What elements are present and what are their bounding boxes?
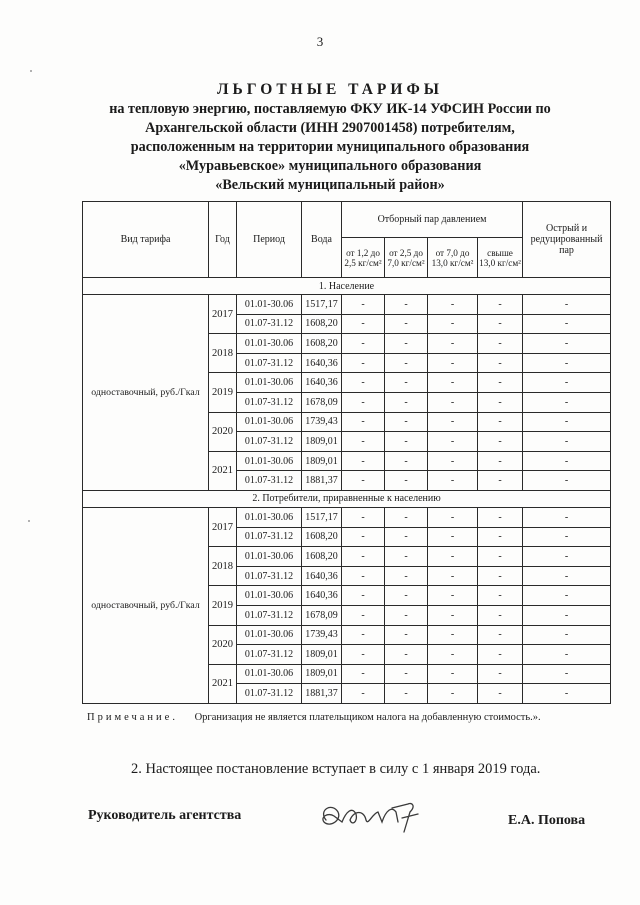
empty-dash-cell: - (385, 527, 428, 547)
period-cell: 01.01-30.06 (237, 334, 302, 354)
empty-dash-cell: - (385, 314, 428, 334)
empty-dash-cell: - (385, 471, 428, 491)
year-cell: 2019 (209, 586, 237, 625)
decree-clause: 2. Настоящее постановление вступает в силу с 1 января 2019 года. (131, 761, 541, 777)
title-line-5: «Вельский муниципальный район» (215, 177, 445, 193)
empty-dash-cell: - (523, 451, 611, 471)
empty-dash-cell: - (478, 507, 523, 527)
year-cell: 2018 (209, 334, 237, 373)
empty-dash-cell: - (478, 547, 523, 567)
empty-dash-cell: - (523, 605, 611, 625)
empty-dash-cell: - (478, 392, 523, 412)
empty-dash-cell: - (385, 451, 428, 471)
empty-dash-cell: - (478, 471, 523, 491)
empty-dash-cell: - (478, 295, 523, 315)
empty-dash-cell: - (523, 586, 611, 606)
empty-dash-cell: - (523, 353, 611, 373)
empty-dash-cell: - (342, 392, 385, 412)
tariff-table (82, 201, 611, 704)
empty-dash-cell: - (428, 664, 478, 684)
empty-dash-cell: - (478, 645, 523, 665)
empty-dash-cell: - (428, 527, 478, 547)
empty-dash-cell: - (523, 432, 611, 452)
empty-dash-cell: - (523, 295, 611, 315)
empty-dash-cell: - (385, 295, 428, 315)
period-cell: 01.07-31.12 (237, 432, 302, 452)
header-steam: Отборный пар давлением (342, 202, 523, 238)
empty-dash-cell: - (428, 451, 478, 471)
note (87, 712, 541, 723)
empty-dash-cell: - (385, 334, 428, 354)
water-value-cell: 1517,17 (302, 295, 342, 315)
empty-dash-cell: - (478, 586, 523, 606)
header-steam-3: от 7,0 до 13,0 кг/см² (428, 238, 478, 278)
empty-dash-cell: - (523, 392, 611, 412)
page-number: 3 (316, 34, 324, 49)
title-line-1: на тепловую энергию, поставляемую ФКУ ИК-14 УФСИН России по (109, 101, 551, 117)
empty-dash-cell: - (428, 471, 478, 491)
empty-dash-cell: - (385, 605, 428, 625)
scan-speck (28, 520, 30, 522)
empty-dash-cell: - (523, 314, 611, 334)
empty-dash-cell: - (428, 684, 478, 704)
empty-dash-cell: - (428, 412, 478, 432)
year-cell: 2017 (209, 295, 237, 334)
period-cell: 01.01-30.06 (237, 373, 302, 393)
table-row (83, 507, 611, 527)
period-cell: 01.07-31.12 (237, 471, 302, 491)
header-steam-2: от 2,5 до 7,0 кг/см² (385, 238, 428, 278)
water-value-cell: 1608,20 (302, 527, 342, 547)
signature-name: Е.А. Попова (508, 813, 586, 828)
empty-dash-cell: - (342, 625, 385, 645)
empty-dash-cell: - (342, 412, 385, 432)
empty-dash-cell: - (428, 314, 478, 334)
empty-dash-cell: - (342, 432, 385, 452)
empty-dash-cell: - (523, 625, 611, 645)
empty-dash-cell: - (428, 507, 478, 527)
period-cell: 01.01-30.06 (237, 625, 302, 645)
header-steam-4: свыше 13,0 кг/см² (478, 238, 523, 278)
empty-dash-cell: - (342, 451, 385, 471)
empty-dash-cell: - (478, 625, 523, 645)
empty-dash-cell: - (478, 684, 523, 704)
note-label: Примечание. (87, 712, 178, 723)
period-cell: 01.01-30.06 (237, 586, 302, 606)
empty-dash-cell: - (478, 451, 523, 471)
empty-dash-cell: - (523, 334, 611, 354)
header-year: Год (209, 202, 237, 278)
water-value-cell: 1608,20 (302, 314, 342, 334)
empty-dash-cell: - (385, 353, 428, 373)
empty-dash-cell: - (478, 664, 523, 684)
period-cell: 01.01-30.06 (237, 547, 302, 567)
water-value-cell: 1881,37 (302, 684, 342, 704)
water-value-cell: 1608,20 (302, 547, 342, 567)
empty-dash-cell: - (385, 547, 428, 567)
header-steam-1: от 1,2 до 2,5 кг/см² (342, 238, 385, 278)
water-value-cell: 1881,37 (302, 471, 342, 491)
empty-dash-cell: - (342, 664, 385, 684)
header-period: Период (237, 202, 302, 278)
period-cell: 01.01-30.06 (237, 295, 302, 315)
empty-dash-cell: - (385, 373, 428, 393)
water-value-cell: 1739,43 (302, 625, 342, 645)
empty-dash-cell: - (523, 645, 611, 665)
empty-dash-cell: - (523, 412, 611, 432)
title-main: ЛЬГОТНЫЕ ТАРИФЫ (217, 81, 443, 98)
empty-dash-cell: - (478, 314, 523, 334)
section-title: 2. Потребители, приравненные к населению (83, 490, 611, 507)
empty-dash-cell: - (342, 684, 385, 704)
header-sharp-steam: Острый и редуцированный пар (523, 202, 611, 278)
table-row (83, 295, 611, 315)
document-title (100, 80, 560, 195)
year-cell: 2020 (209, 412, 237, 451)
empty-dash-cell: - (385, 684, 428, 704)
year-cell: 2018 (209, 547, 237, 586)
empty-dash-cell: - (342, 547, 385, 567)
empty-dash-cell: - (342, 334, 385, 354)
empty-dash-cell: - (428, 605, 478, 625)
water-value-cell: 1678,09 (302, 605, 342, 625)
empty-dash-cell: - (428, 547, 478, 567)
empty-dash-cell: - (428, 373, 478, 393)
empty-dash-cell: - (342, 605, 385, 625)
empty-dash-cell: - (478, 334, 523, 354)
section-row (83, 490, 611, 507)
signature-title: Руководитель агентства (88, 808, 242, 823)
period-cell: 01.07-31.12 (237, 645, 302, 665)
empty-dash-cell: - (385, 566, 428, 586)
empty-dash-cell: - (342, 527, 385, 547)
water-value-cell: 1517,17 (302, 507, 342, 527)
period-cell: 01.07-31.12 (237, 605, 302, 625)
empty-dash-cell: - (428, 353, 478, 373)
handwritten-signature-icon (312, 792, 432, 840)
period-cell: 01.01-30.06 (237, 507, 302, 527)
period-cell: 01.01-30.06 (237, 451, 302, 471)
note-text: Организация не является плательщиком налога на добавленную стоимость.». (194, 712, 541, 723)
empty-dash-cell: - (523, 684, 611, 704)
empty-dash-cell: - (428, 566, 478, 586)
header-water: Вода (302, 202, 342, 278)
empty-dash-cell: - (523, 471, 611, 491)
empty-dash-cell: - (523, 373, 611, 393)
empty-dash-cell: - (385, 586, 428, 606)
water-value-cell: 1678,09 (302, 392, 342, 412)
empty-dash-cell: - (478, 373, 523, 393)
water-value-cell: 1640,36 (302, 566, 342, 586)
header-kind: Вид тарифа (83, 202, 209, 278)
tariff-kind: одноставочный, руб./Гкал (83, 295, 209, 491)
empty-dash-cell: - (342, 373, 385, 393)
period-cell: 01.01-30.06 (237, 412, 302, 432)
empty-dash-cell: - (478, 432, 523, 452)
empty-dash-cell: - (523, 507, 611, 527)
empty-dash-cell: - (523, 547, 611, 567)
period-cell: 01.07-31.12 (237, 353, 302, 373)
empty-dash-cell: - (342, 586, 385, 606)
empty-dash-cell: - (428, 432, 478, 452)
water-value-cell: 1809,01 (302, 432, 342, 452)
water-value-cell: 1809,01 (302, 664, 342, 684)
empty-dash-cell: - (478, 605, 523, 625)
period-cell: 01.07-31.12 (237, 684, 302, 704)
empty-dash-cell: - (428, 586, 478, 606)
empty-dash-cell: - (478, 412, 523, 432)
empty-dash-cell: - (428, 295, 478, 315)
empty-dash-cell: - (478, 353, 523, 373)
water-value-cell: 1809,01 (302, 645, 342, 665)
water-value-cell: 1739,43 (302, 412, 342, 432)
year-cell: 2019 (209, 373, 237, 412)
water-value-cell: 1640,36 (302, 373, 342, 393)
empty-dash-cell: - (428, 625, 478, 645)
year-cell: 2020 (209, 625, 237, 664)
empty-dash-cell: - (478, 566, 523, 586)
title-line-3: расположенным на территории муниципального образования (130, 139, 530, 155)
title-line-4: «Муравьевское» муниципального образования (178, 158, 482, 174)
period-cell: 01.07-31.12 (237, 527, 302, 547)
tariff-table-body (83, 278, 611, 704)
empty-dash-cell: - (342, 314, 385, 334)
empty-dash-cell: - (385, 645, 428, 665)
empty-dash-cell: - (478, 527, 523, 547)
year-cell: 2017 (209, 507, 237, 546)
empty-dash-cell: - (428, 392, 478, 412)
empty-dash-cell: - (385, 625, 428, 645)
empty-dash-cell: - (385, 664, 428, 684)
section-title: 1. Население (83, 278, 611, 295)
empty-dash-cell: - (342, 295, 385, 315)
water-value-cell: 1809,01 (302, 451, 342, 471)
empty-dash-cell: - (385, 412, 428, 432)
period-cell: 01.07-31.12 (237, 392, 302, 412)
empty-dash-cell: - (342, 353, 385, 373)
empty-dash-cell: - (523, 566, 611, 586)
empty-dash-cell: - (385, 507, 428, 527)
tariff-kind: одноставочный, руб./Гкал (83, 507, 209, 703)
scan-speck (30, 70, 32, 72)
empty-dash-cell: - (342, 471, 385, 491)
empty-dash-cell: - (342, 507, 385, 527)
period-cell: 01.01-30.06 (237, 664, 302, 684)
title-line-2: Архангельской области (ИНН 2907001458) потребителям, (145, 120, 515, 136)
empty-dash-cell: - (385, 392, 428, 412)
year-cell: 2021 (209, 664, 237, 703)
water-value-cell: 1640,36 (302, 586, 342, 606)
water-value-cell: 1640,36 (302, 353, 342, 373)
section-row (83, 278, 611, 295)
empty-dash-cell: - (428, 334, 478, 354)
year-cell: 2021 (209, 451, 237, 490)
period-cell: 01.07-31.12 (237, 566, 302, 586)
water-value-cell: 1608,20 (302, 334, 342, 354)
empty-dash-cell: - (342, 566, 385, 586)
empty-dash-cell: - (523, 527, 611, 547)
empty-dash-cell: - (342, 645, 385, 665)
empty-dash-cell: - (385, 432, 428, 452)
period-cell: 01.07-31.12 (237, 314, 302, 334)
empty-dash-cell: - (428, 645, 478, 665)
empty-dash-cell: - (523, 664, 611, 684)
